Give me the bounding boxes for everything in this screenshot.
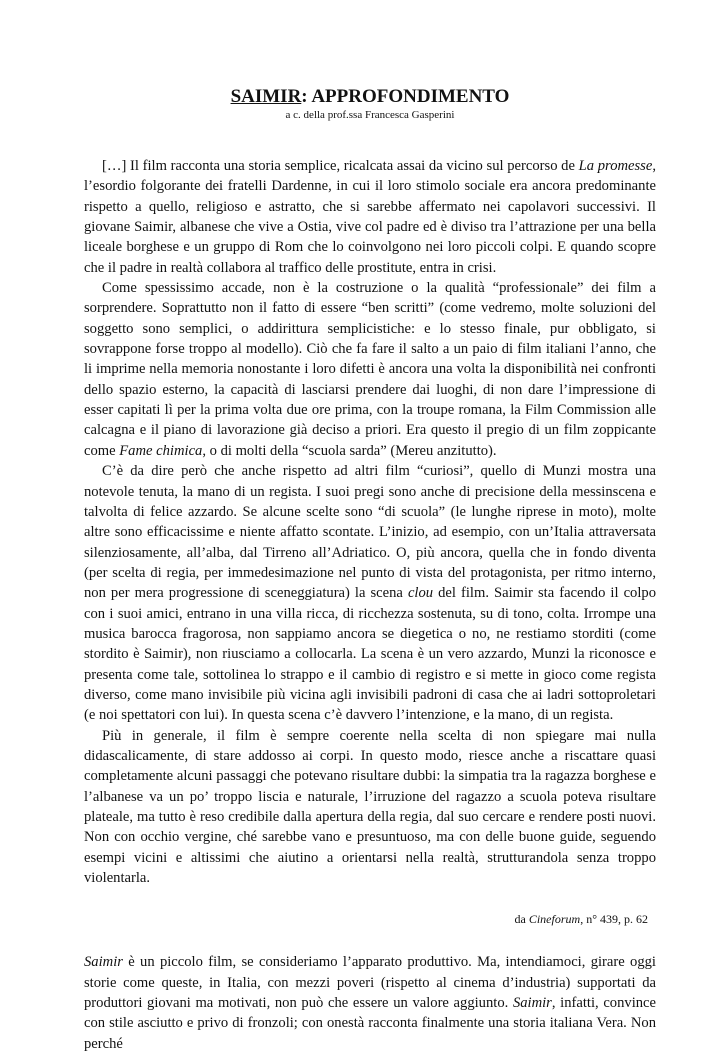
source-citation: [84, 911, 656, 927]
paragraph-5: [84, 952, 656, 1054]
document-page: [84, 86, 656, 1054]
term-clou: clou: [407, 585, 434, 602]
paragraph-3-text-b: del film. Saimir sta facendo il colpo con i suoi amici, entrano in una villa ricca, di ricchezza sostenuta, su di tono, colta. Irrompe una musica barocca fragorosa, non sappiamo ancora se diegetica o no, ne restiamo storditi (come stordito è Saimir), non riusciamo a collocarla. La scena è un vero azzardo, Munzi la riconosce e presenta come tale, sottolinea lo strappo e il cambio di registro e si mette in gioco come regista diverso, come mano invisibile più vicina agli invisibili padroni di casa che ai ladri sottoproletari (e noi spettatori con lui). In questa scena c’è davvero l’intenzione, e la mano, di un regista.: [84, 585, 656, 724]
film-title-la-promesse: La promesse: [578, 158, 653, 174]
film-title-saimir: Saimir: [84, 954, 123, 971]
paragraph-5-text-a: è un piccolo film, se consideriamo l’apparato produttivo. Ma, intendiamoci, girare oggi storie come queste, in Italia, con mezzi poveri (rispetto al cinema d’industria) supportati da produttori giovani ma motivati, non può che essere un valore aggiunto.: [84, 954, 656, 1012]
continuation-body: [84, 952, 656, 1054]
paragraph-3-text-a: C’è da dire però che anche rispetto ad altri film “curiosi”, quello di Munzi mostra una notevole tenuta, la mano di un regista. I suoi pregi sono anche di precisione della messinscena e talvolta di felice azzardo. Se alcune scelte sono “di scuola” (le lunghe riprese in moto), molte altre sono efficacissime e niente affatto scontate. L’inizio, ad esempio, con un’Italia attraversata silenziosamente, all’alba, dal Tirreno all’Adriatico. O, più ancora, quella che in fondo diventa (per scelta di regia, per immedesimazione nel punto di vista del protagonista, per ritmo interno, non per mera progressione di sceneggiatura) la scena: [84, 463, 656, 602]
source-issue: , n° 439, p. 62: [580, 912, 648, 927]
paragraph-2-text-b: , o di molti della “scuola sarda” (Mereu anzitutto).: [202, 442, 497, 459]
source-prefix: da: [514, 912, 529, 927]
title-film-name: SAIMIR: [230, 86, 302, 107]
source-magazine: Cineforum: [528, 912, 581, 927]
paragraph-1-text-b: , l’esordio folgorante dei fratelli Dardenne, in cui il loro stimolo sociale era ancora predominante rispetto a quello, religioso e astratto, che si sarebbe affermato nei capolavori successivi. Il giovane Saimir, albanese che vive a Ostia, vive col padre ed è diviso tra l’attrazione per una bella liceale borghese e un gruppo di Rom che lo coinvolgono nei loro piccoli colpi. E quando scopre che il padre in realtà collabora al traffico delle prostitute, entra in crisi.: [84, 158, 656, 276]
paragraph-3: [84, 461, 656, 725]
paragraph-4: Più in generale, il film è sempre coerente nella scelta di non spiegare mai nulla didascalicamente, di stare addosso ai corpi. In questo modo, riesce anche a riscattare quasi completamente alcuni passaggi che potevano risultare dubbi: la simpatia tra la ragazza borghese e l’albanese va un po’ troppo liscia e naturale, l’irruzione del ragazzo a scuola poteva risultare plateale, ma tutto è reso credibile dalla apertura della regia, dal suo cercare e rendere posti nuovi. Non con occhio vergine, ché sarebbe vano e presuntuoso, ma con delle buone guide, seguendo esempi vicini e altissimi che aiutino a orientarsi nella realtà, strutturandola senza troppo violentarla.: [84, 727, 656, 887]
paragraph-1-text-a: […] Il film racconta una storia semplice, ricalcata assai da vicino sul percorso de: [102, 158, 579, 174]
paragraph-2: [84, 278, 656, 461]
paragraph-2-text-a: Come spessissimo accade, non è la costruzione o la qualità “professionale” dei film a sorprendere. Soprattutto non il fatto di essere “ben scritti” (come vedremo, molte soluzioni del soggetto sono semplici, o addirittura semplicistiche: e lo stesso finale, pur obbligato, si sovrappone forse troppo al modello). Ciò che fa fare il salto a un paio di film italiani l’anno, che li imprime nella memoria nonostante i loro difetti è ancora una volta la disponibilità nei confronti dello spazio esterno, la capacità di lasciarsi prendere dai luoghi, di non dare l’impressione di esser capitati lì per la prima volta due ore prima, con la troupe romana, la Film Commission alle calcagna e il piano di lavorazione già deciso a priori. Era questo il pregio di un film zoppicante come: [84, 280, 656, 459]
film-title-saimir-2: Saimir: [512, 995, 552, 1012]
paragraph-1: [84, 156, 656, 278]
author-credit: a c. della prof.ssa Francesca Gasperini: [285, 109, 455, 121]
title-suffix: : APPROFONDIMENTO: [301, 86, 510, 107]
article-body: [84, 156, 656, 888]
film-title-fame-chimica: Fame chimica: [119, 442, 203, 459]
page-title: [84, 86, 656, 108]
paragraph-5-text-b: , infatti, convince con stile asciutto e privo di fronzoli; con onestà racconta finalmente una storia italiana Vera. Non perché: [84, 995, 656, 1052]
